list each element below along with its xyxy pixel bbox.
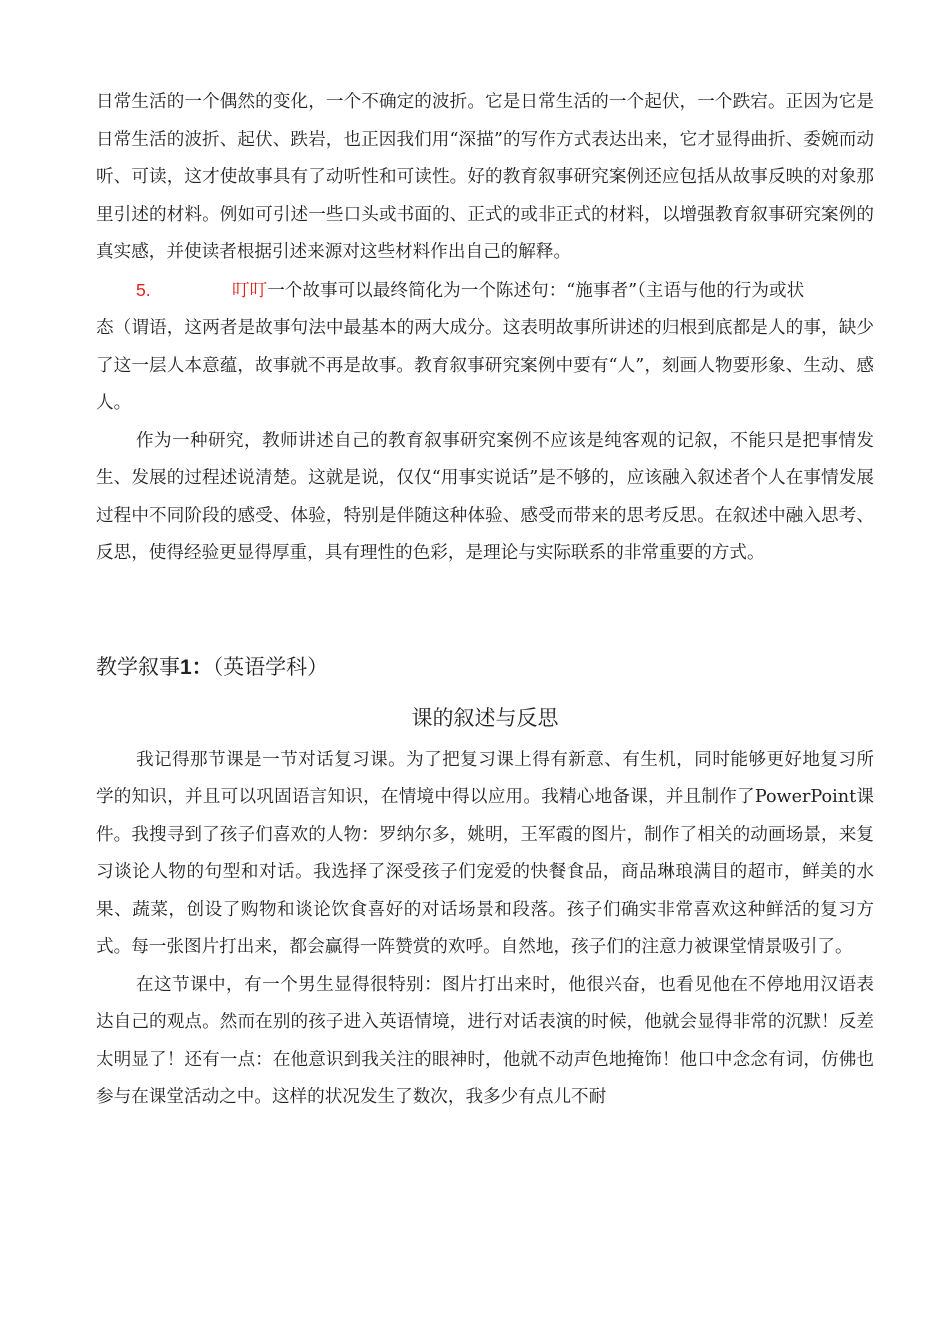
paragraph-1: 日常生活的一个偶然的变化，一个不确定的波折。它是日常生活的一个起伏，一个跌宕。正因为它是日常生活的波折、起伏、跌岩，也正因我们用“深描”的写作方式表达出来，它才显得曲折、委婉而动听、可读，这才使故事具有了动听性和可读性。好的教育叙事研究案例还应包括从故事反映的对象那里引述的材料。例如可引述一些口头或书面的、正式的或非正式的材料，以增强教育叙事研究案例的真实感，并使读者根据引述来源对这些材料作出自己的解释。: [96, 92, 874, 262]
article-title: 课的叙述与反思: [411, 705, 559, 730]
highlighted-text: 叮叮: [232, 280, 268, 301]
document-page: [96, 84, 874, 1117]
heading-number: 1：: [180, 655, 213, 679]
story-paragraph-1: 我记得那节课是一节对话复习课。为了把复习课上得有新意、有生机，同时能够更好地复习所学的知识，并且可以巩固语言知识，在情境中得以应用。我精心地备课，并且制作了PowerPoint课件。我搜寻到了孩子们喜欢的人物：罗纳尔多，姚明，王军霞的图片，制作了相关的动画场景，来复习谈论人物的句型和对话。我选择了深受孩子们宠爱的快餐食品，商品琳琅满目的超市，鲜美的水果、蔬菜，创设了购物和谈论饮食喜好的对话场景和段落。孩子们确实非常喜欢这种鲜活的复习方式。每一张图片打出来，都会赢得一阵赞赏的欢呼。自然地，孩子们的注意力被课堂情景吸引了。: [96, 749, 874, 957]
item-number: 5.: [136, 279, 151, 300]
paragraph-2: 态（谓语，这两者是故事句法中最基本的两大成分。这表明故事所讲述的归根到底都是人的事，缺少了这一层人本意蕴，故事就不再是故事。教育叙事研究案例中要有“人”，刻画人物要形象、生动、感人。: [96, 318, 874, 413]
section-heading: [96, 647, 874, 688]
story-paragraph-2: 在这节课中，有一个男生显得很特别：图片打出来时，他很兴奋，也看见他在不停地用汉语表达自己的观点。然而在别的孩子进入英语情境，进行对话表演的时候，他就会显得非常的沉默！反差太明显了！还有一点：在他意识到我关注的眼神时，他就不动声色地掩饰！他口中念念有词，仿佛也参与在课堂活动之中。这样的状况发生了数次，我多少有点儿不耐: [96, 974, 874, 1107]
heading-prefix: 教学叙事: [96, 654, 180, 679]
list-item-5: [96, 272, 874, 311]
paragraph-3: 作为一种研究，教师讲述自己的教育叙事研究案例不应该是纯客观的记叙，不能只是把事情发生、发展的过程述说清楚。这就是说，仅仅“用事实说话”是不够的，应该融入叙述者个人在事情发展过程中不同阶段的感受、体验，特别是伴随这种体验、感受而带来的思考反思。在叙述中融入思考、反思，使得经验更显得厚重，具有理性的色彩，是理论与实际联系的非常重要的方式。: [96, 430, 874, 563]
heading-suffix: （英语学科）: [212, 654, 329, 679]
item-text: 一个故事可以最终简化为一个陈述句：“施事者”（主语与他的行为或状: [267, 280, 805, 301]
